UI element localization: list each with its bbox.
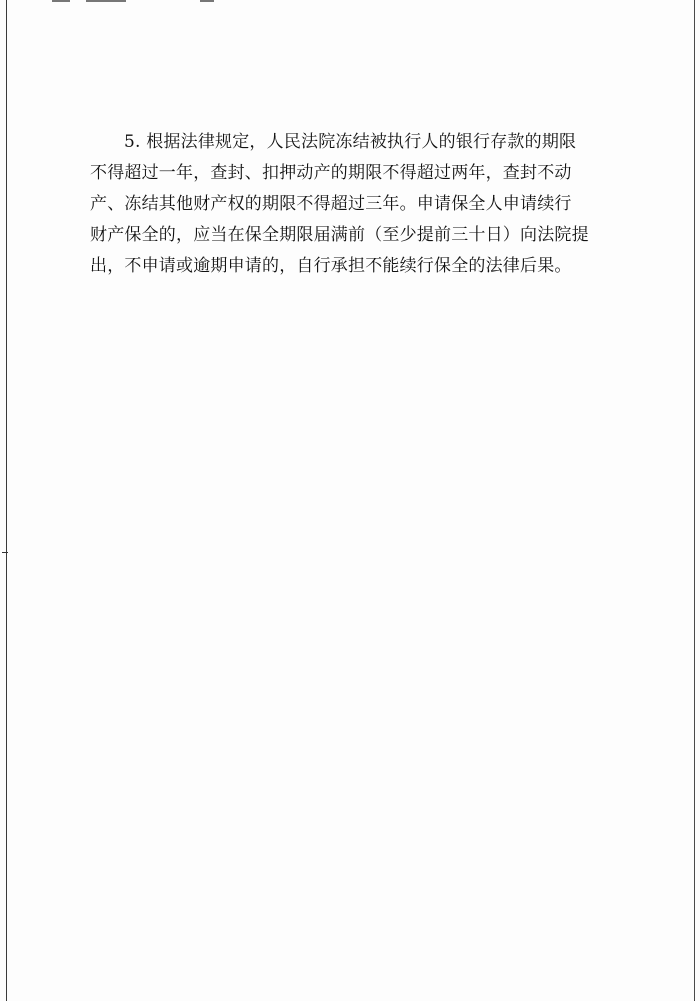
paragraph-line: 财产保全的，应当在保全期限届满前（至少提前三十日）向法院提 <box>90 225 589 245</box>
top-scan-artifact <box>86 0 126 2</box>
scan-right-edge <box>694 0 695 1001</box>
paragraph-line: 5. 根据法律规定，人民法院冻结被执行人的银行存款的期限 <box>124 132 577 152</box>
paragraph-line: 不得超过一年，查封、扣押动产的期限不得超过两年，查封不动 <box>90 163 572 183</box>
scan-left-edge <box>6 0 7 1001</box>
paragraph-line: 出，不申请或逾期申请的，自行承担不能续行保全的法律后果。 <box>90 256 572 276</box>
notice-paragraph <box>90 127 612 282</box>
margin-tick-mark <box>2 552 8 553</box>
top-scan-artifact <box>200 0 214 2</box>
top-scan-artifact <box>52 0 70 2</box>
paragraph-line: 产、冻结其他财产权的期限不得超过三年。申请保全人申请续行 <box>90 194 572 214</box>
